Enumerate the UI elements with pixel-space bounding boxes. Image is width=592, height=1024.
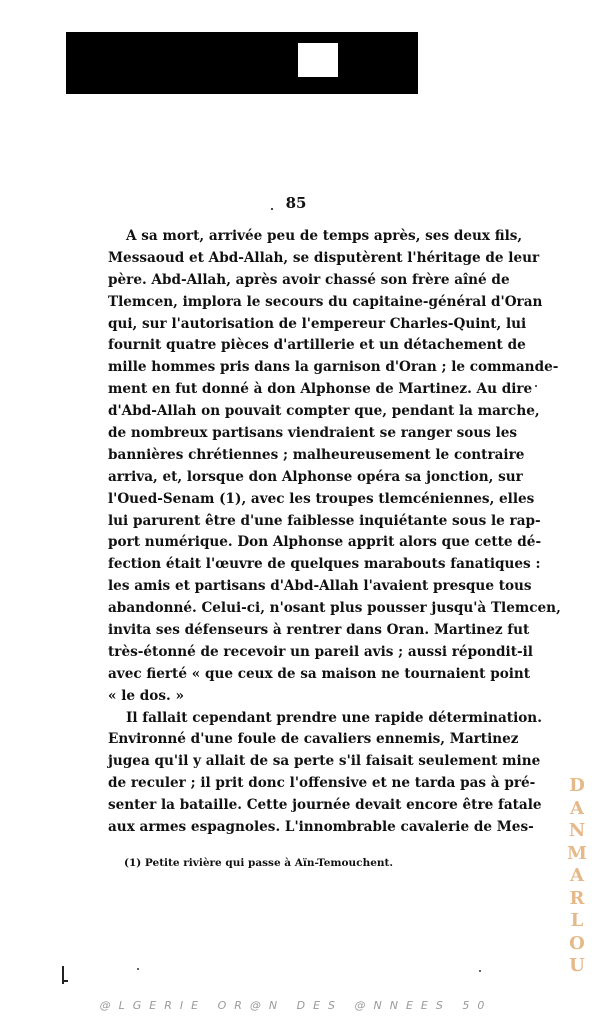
text-line: les amis et partisans d'Abd-Allah l'avaient presque tous <box>108 578 532 595</box>
text-line: l'Oued-Senam (1), avec les troupes tlemcéniennes, elles <box>108 490 535 507</box>
text-line: Il fallait cependant prendre une rapide détermination. <box>126 709 542 726</box>
scan-speck <box>137 968 139 970</box>
text-line: jugea qu'il y allait de sa perte s'il faisait seulement mine <box>108 753 541 770</box>
text-line: mille hommes pris dans la garnison d'Oran ; le commande- <box>108 359 559 376</box>
text-line: qui, sur l'autorisation de l'empereur Charles-Quint, lui <box>108 315 527 332</box>
text-line: abandonné. Celui-ci, n'osant plus pousser jusqu'à Tlemcen, <box>108 600 561 617</box>
text-line: bannières chrétiennes ; malheureusement le contraire <box>108 446 525 463</box>
text-line: « le dos. » <box>108 687 184 704</box>
text-line: Messaoud et Abd-Allah, se disputèrent l'héritage de leur <box>108 249 540 266</box>
side-watermark: DANMARLOU <box>567 775 587 976</box>
text-line: A sa mort, arrivée peu de temps après, ses deux fils, <box>126 228 523 244</box>
text-line: de nombreux partisans viendraient se ranger sous les <box>108 425 518 442</box>
page-speck <box>271 208 273 210</box>
redaction-window <box>298 43 338 77</box>
text-line: avec fierté « que ceux de sa maison ne tournaient point <box>108 665 531 682</box>
text-line: très-étonné de recevoir un pareil avis ; aussi répondit-il <box>108 643 533 660</box>
footer-watermark: @LGERIE OR@N DES @NNEES 50 <box>99 999 493 1012</box>
body-text <box>108 226 561 839</box>
text-line: aux armes espagnoles. L'innombrable cavalerie de Mes- <box>108 819 534 836</box>
text-line: senter la bataille. Cette journée devait encore être fatale <box>108 797 542 814</box>
scan-speck <box>479 970 481 972</box>
text-line: de reculer ; il prit donc l'offensive et ne tarda pas à pré- <box>108 775 536 792</box>
text-line: lui parurent être d'une faiblesse inquiétante sous le rap- <box>108 512 541 529</box>
text-line: Environné d'une foule de cavaliers ennemis, Martinez <box>108 731 519 748</box>
text-line: port numérique. Don Alphonse apprit alors que cette dé- <box>108 534 542 551</box>
text-line: père. Abd-Allah, après avoir chassé son frère aîné de <box>108 271 510 288</box>
redaction-bar <box>66 32 418 94</box>
footnote: (1) Petite rivière qui passe à Aïn-Temouchent. <box>124 857 394 869</box>
text-line: fournit quatre pièces d'artillerie et un détachement de <box>108 337 526 354</box>
text-line: arriva, et, lorsque don Alphonse opéra sa jonction, sur <box>108 468 523 485</box>
text-line: Tlemcen, implora le secours du capitaine-général d'Oran <box>108 293 543 310</box>
scan-artifact <box>62 980 68 982</box>
text-line: ment en fut donné à don Alphonse de Martinez. Au dire <box>108 381 533 398</box>
text-line: fection était l'œuvre de quelques marabouts fanatiques : <box>108 556 541 573</box>
page-number: 85 <box>285 194 307 212</box>
margin-speck <box>535 385 537 387</box>
text-line: invita ses défenseurs à rentrer dans Oran. Martinez fut <box>108 622 530 639</box>
text-line: d'Abd-Allah on pouvait compter que, pendant la marche, <box>108 403 540 420</box>
